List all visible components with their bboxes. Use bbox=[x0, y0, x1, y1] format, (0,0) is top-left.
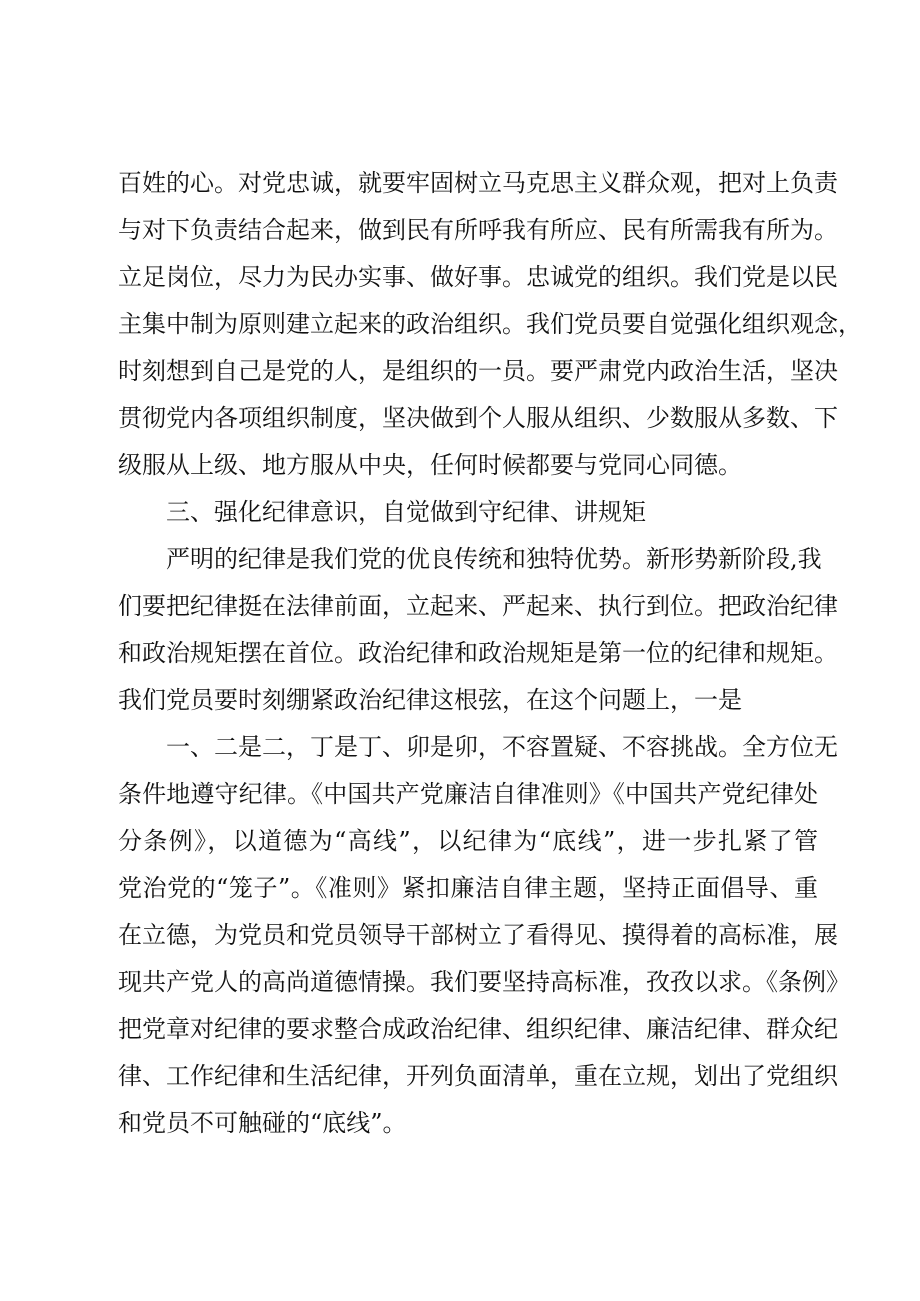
text-line-17: 在立德，为党员和党员领导干部树立了看得见、摸得着的高标准，展 bbox=[118, 921, 838, 949]
text-line-18: 现共产党人的高尚道德情操。我们要坚持高标准，孜孜以求。《条例》 bbox=[118, 968, 850, 996]
text-line-19: 把党章对纪律的要求整合成政治纪律、组织纪律、廉洁纪律、群众纪 bbox=[118, 1015, 838, 1043]
text-line-14: 条件地遵守纪律。《中国共产党廉洁自律准则》《中国共产党纪律处 bbox=[118, 780, 818, 808]
text-line-21: 和党员不可触碰的“底线”。 bbox=[118, 1109, 407, 1137]
text-line-2: 与对下负责结合起来，做到民有所呼我有所应、民有所需我有所为。 bbox=[118, 216, 838, 244]
text-line-7: 级服从上级、地方服从中央，任何时候都要与党同心同德。 bbox=[118, 451, 742, 479]
section-heading: 三、强化纪律意识，自觉做到守纪律、讲规矩 bbox=[166, 498, 646, 526]
document-body bbox=[118, 160, 862, 1147]
text-line-3: 立足岗位，尽力为民办实事、做好事。忠诚党的组织。我们党是以民 bbox=[118, 263, 838, 291]
text-line-11: 和政治规矩摆在首位。政治纪律和政治规矩是第一位的纪律和规矩。 bbox=[118, 639, 838, 667]
text-line-13: 一、二是二，丁是丁、卯是卯，不容置疑、不容挑战。全方位无 bbox=[166, 733, 838, 761]
text-line-15: 分条例》，以道德为“高线”，以纪律为“底线”，进一步扎紧了管 bbox=[118, 827, 818, 855]
text-line-1: 百姓的心。对党忠诚，就要牢固树立马克思主义群众观，把对上负责 bbox=[118, 169, 838, 197]
text-line-10: 们要把纪律挺在法律前面，立起来、严起来、执行到位。把政治纪律 bbox=[118, 592, 838, 620]
text-line-5: 时刻想到自己是党的人，是组织的一员。要严肃党内政治生活，坚决 bbox=[118, 357, 838, 385]
text-line-4: 主集中制为原则建立起来的政治组织。我们党员要自觉强化组织观念， bbox=[118, 310, 862, 338]
text-line-16: 党治党的“笼子”。《准则》紧扣廉洁自律主题，坚持正面倡导、重 bbox=[118, 874, 818, 902]
text-line-9: 严明的纪律是我们党的优良传统和独特优势。新形势新阶段,我 bbox=[166, 545, 822, 573]
text-line-12: 我们党员要时刻绷紧政治纪律这根弦，在这个问题上，一是 bbox=[118, 686, 742, 714]
text-line-6: 贯彻党内各项组织制度，坚决做到个人服从组织、少数服从多数、下 bbox=[118, 404, 838, 432]
text-line-20: 律、工作纪律和生活纪律，开列负面清单，重在立规，划出了党组织 bbox=[118, 1062, 838, 1090]
